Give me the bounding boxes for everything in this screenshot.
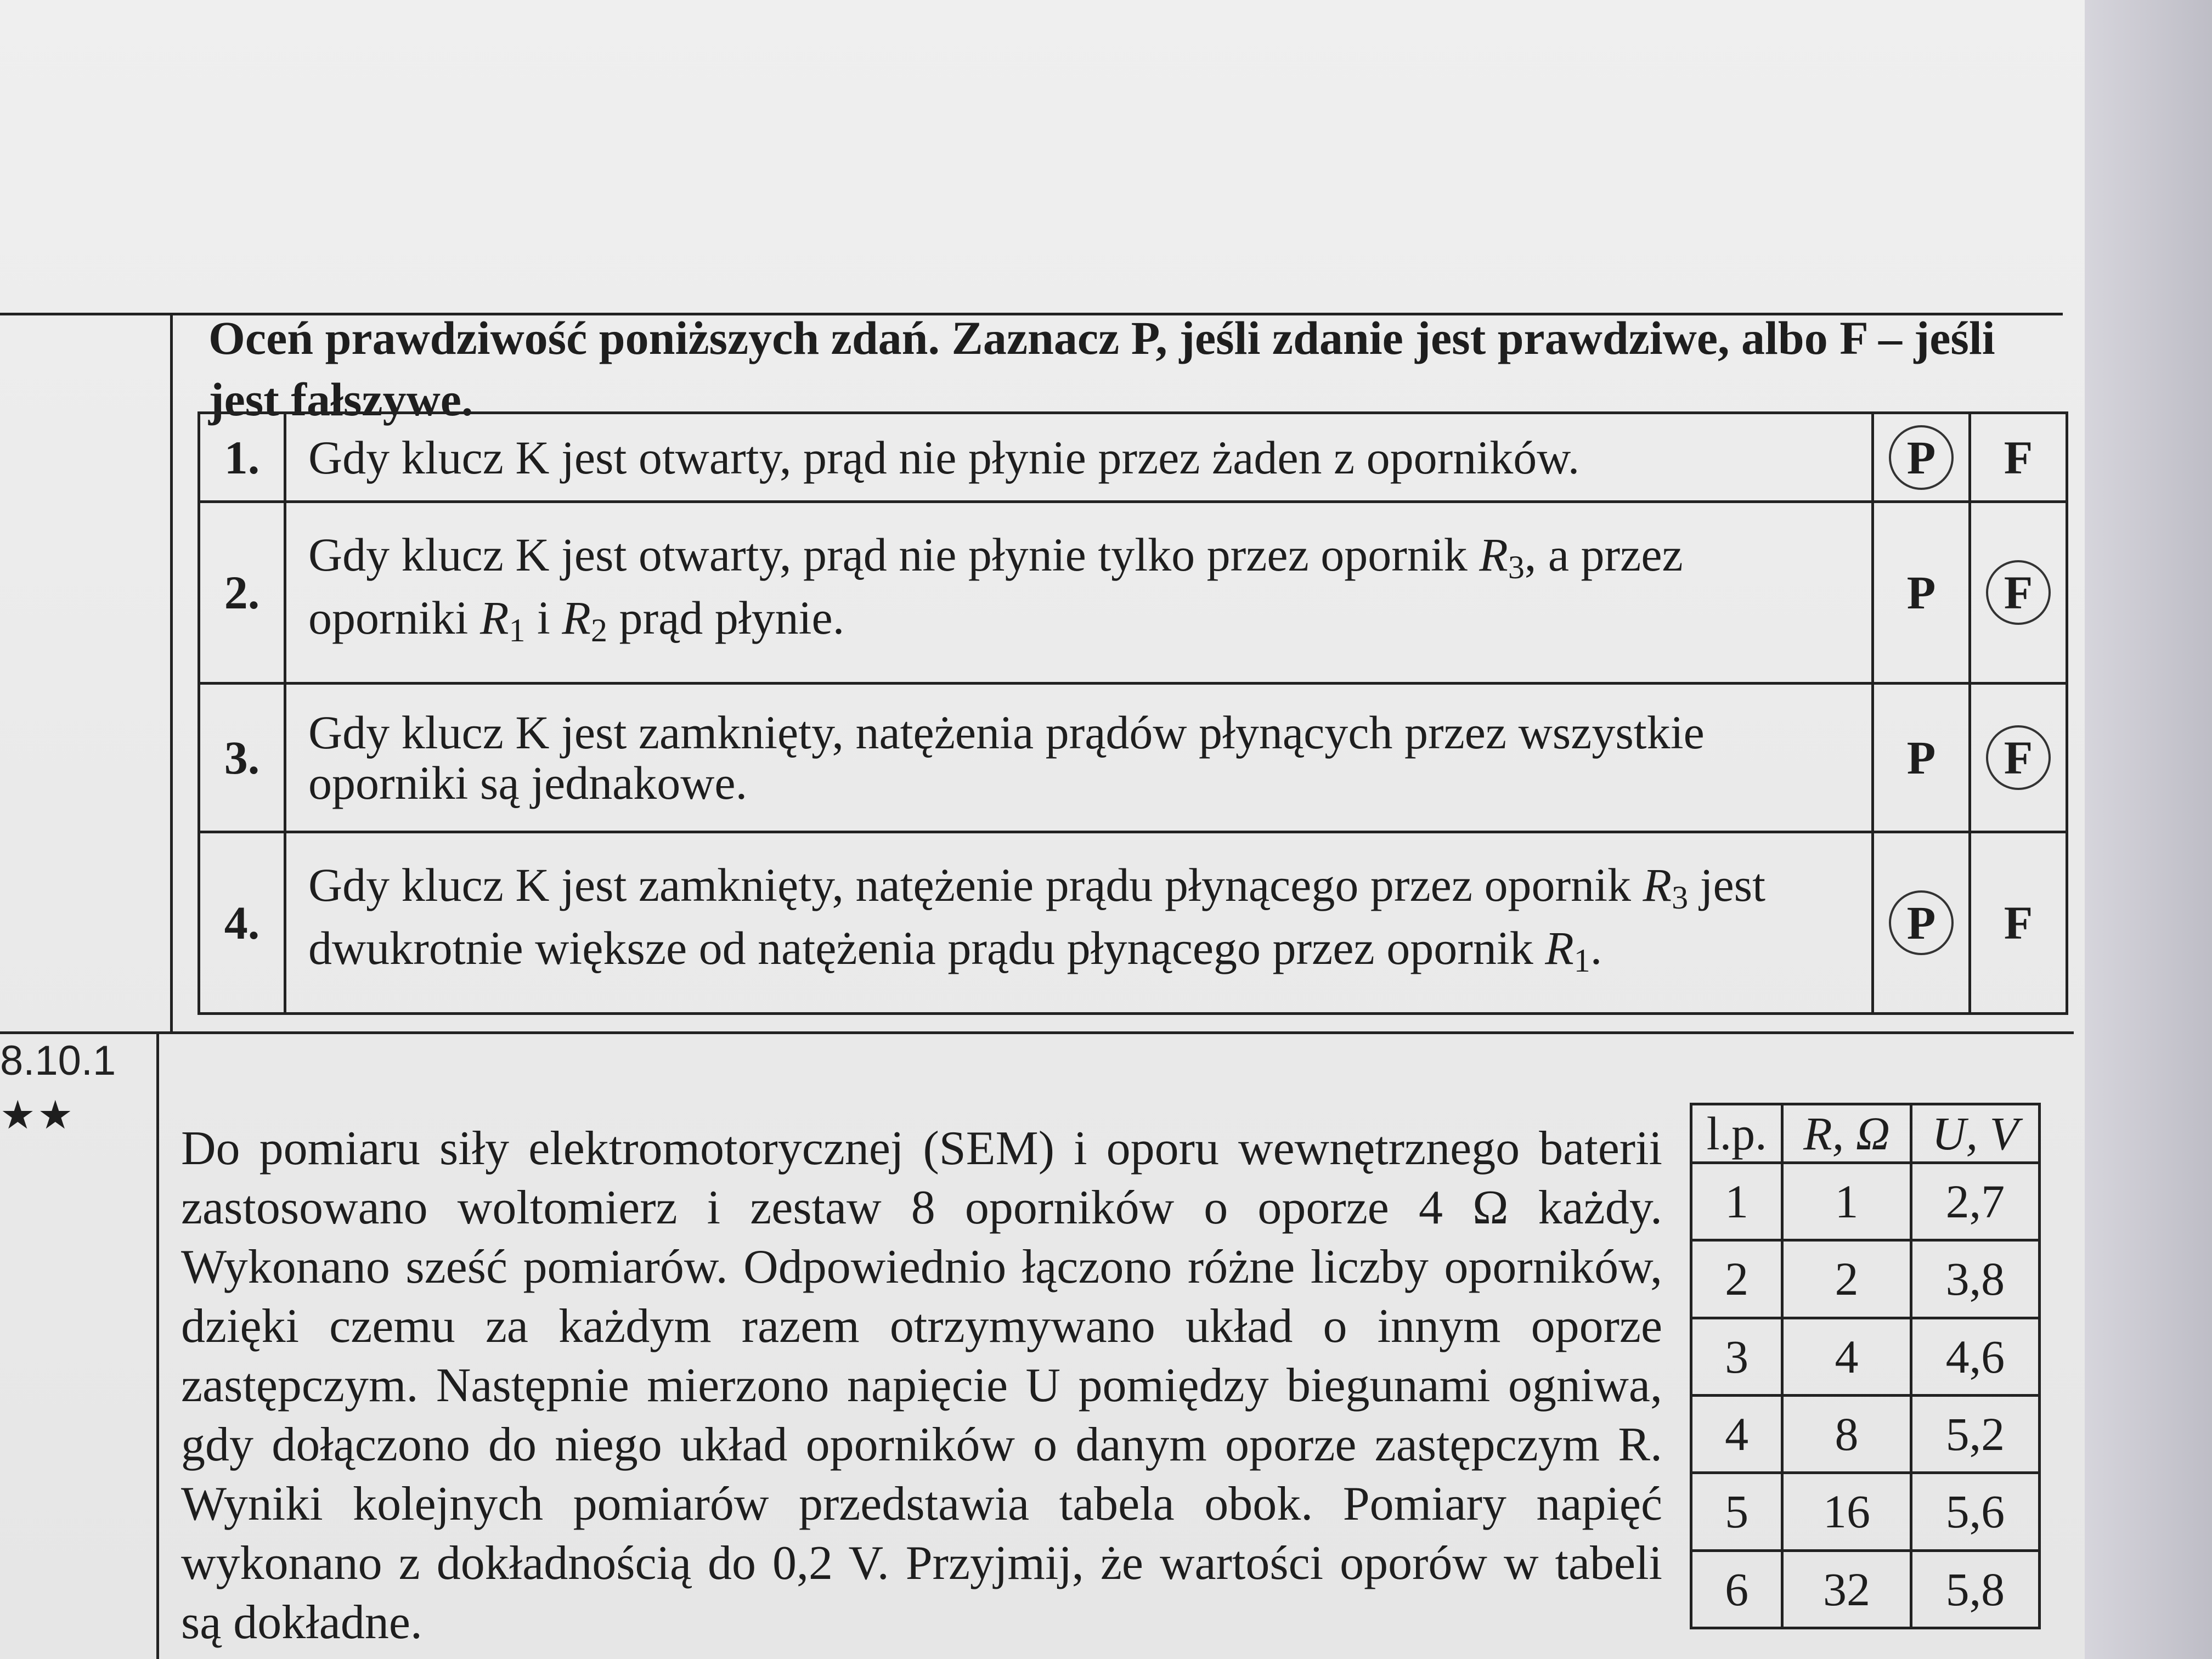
header-r: R, Ω xyxy=(1782,1104,1911,1163)
row-number: 1. xyxy=(199,413,285,502)
table-row xyxy=(199,684,2067,832)
statement-text: Gdy klucz K jest zamknięty, natężenie prądu płynącego przez opornik $R_3$ jest dwukrotnie większe od natężenia prądu płynącego przez opornik $R_1$. xyxy=(285,832,1873,1014)
circled-answer: P xyxy=(1889,890,1954,955)
cell-lp: 5 xyxy=(1691,1473,1782,1550)
cell-r: 2 xyxy=(1782,1240,1911,1318)
table-header-row xyxy=(1691,1104,2040,1163)
circled-answer: P xyxy=(1889,425,1954,490)
table-row xyxy=(1691,1473,2040,1550)
row-number: 2. xyxy=(199,502,285,684)
cell-u: 5,6 xyxy=(1911,1473,2039,1550)
circled-answer: F xyxy=(1986,725,2051,790)
option-p[interactable]: P xyxy=(1873,502,1970,684)
cell-r: 32 xyxy=(1782,1550,1911,1628)
option-p[interactable] xyxy=(1873,413,1970,502)
option-p[interactable] xyxy=(1873,832,1970,1014)
cell-u: 3,8 xyxy=(1911,1240,2039,1318)
header-u: U, V xyxy=(1911,1104,2039,1163)
cell-u: 5,8 xyxy=(1911,1550,2039,1628)
table-row xyxy=(1691,1163,2040,1240)
option-f[interactable] xyxy=(1970,502,2067,684)
task1-instruction: Oceń prawdziwość poniższych zdań. Zaznacz P, jeśli zdanie jest prawdziwe, albo F – jeśli jest fałszywe. xyxy=(208,312,1995,426)
task2-text: Do pomiaru siły elektromotorycznej (SEM) i oporu wewnętrznego baterii zastosowano woltomierz i zestaw 8 oporników o oporze 4 Ω każdy. Wykonano sześć pomiarów. Odpowiednio łączono różne liczby oporników, dzięki czemu za każdym razem otrzymywano układ o innym oporze zastępczym. Następnie mierzono napięcie U pomiędzy biegunami ogniwa, gdy dołączono do niego układ oporników o danym oporze zastępczym R. Wyniki kolejnych pomiarów przedstawia tabela obok. Pomiary napięć wykonano z dokładnością do 0,2 V. Przyjmij, że wartości oporów w tabeli są dokładne. xyxy=(181,1122,1662,1649)
statement-text: Gdy klucz K jest zamknięty, natężenia prądów płynących przez wszystkie oporniki są jednakowe. xyxy=(285,684,1873,832)
difficulty-stars: ★★ xyxy=(0,1093,76,1137)
circled-answer: F xyxy=(1986,560,2051,625)
cell-lp: 4 xyxy=(1691,1395,1782,1472)
cell-u: 5,2 xyxy=(1911,1395,2039,1472)
task-divider xyxy=(0,1031,2074,1034)
statement-text: Gdy klucz K jest otwarty, prąd nie płynie przez żaden z oporników. xyxy=(285,413,1873,502)
table-row xyxy=(1691,1550,2040,1628)
option-f[interactable] xyxy=(1970,684,2067,832)
cell-u: 4,6 xyxy=(1911,1318,2039,1395)
table-row xyxy=(1691,1240,2040,1318)
true-false-table xyxy=(198,411,2068,1015)
option-p[interactable]: P xyxy=(1873,684,1970,832)
cell-lp: 1 xyxy=(1691,1163,1782,1240)
cell-r: 16 xyxy=(1782,1473,1911,1550)
table-row xyxy=(199,413,2067,502)
header-lp: l.p. xyxy=(1691,1104,1782,1163)
cell-lp: 2 xyxy=(1691,1240,1782,1318)
statement-text: Gdy klucz K jest otwarty, prąd nie płynie tylko przez opornik $R_3$, a przez oporniki $R_1$ i $R_2$ prąd płynie. xyxy=(285,502,1873,684)
row-number: 3. xyxy=(199,684,285,832)
cell-r: 4 xyxy=(1782,1318,1911,1395)
cell-lp: 3 xyxy=(1691,1318,1782,1395)
row-number: 4. xyxy=(199,832,285,1014)
table-row xyxy=(199,832,2067,1014)
cell-u: 2,7 xyxy=(1911,1163,2039,1240)
cell-r: 1 xyxy=(1782,1163,1911,1240)
option-f[interactable]: F xyxy=(1970,413,2067,502)
page-stack-edge xyxy=(2085,0,2212,1659)
table-row xyxy=(199,502,2067,684)
measurement-table xyxy=(1690,1103,2041,1629)
task2-frame-left xyxy=(156,1034,159,1659)
cell-lp: 6 xyxy=(1691,1550,1782,1628)
cell-r: 8 xyxy=(1782,1395,1911,1472)
table-row xyxy=(1691,1395,2040,1472)
table-row xyxy=(1691,1318,2040,1395)
task-number: 8.10.1 xyxy=(0,1037,116,1084)
option-f[interactable]: F xyxy=(1970,832,2067,1014)
